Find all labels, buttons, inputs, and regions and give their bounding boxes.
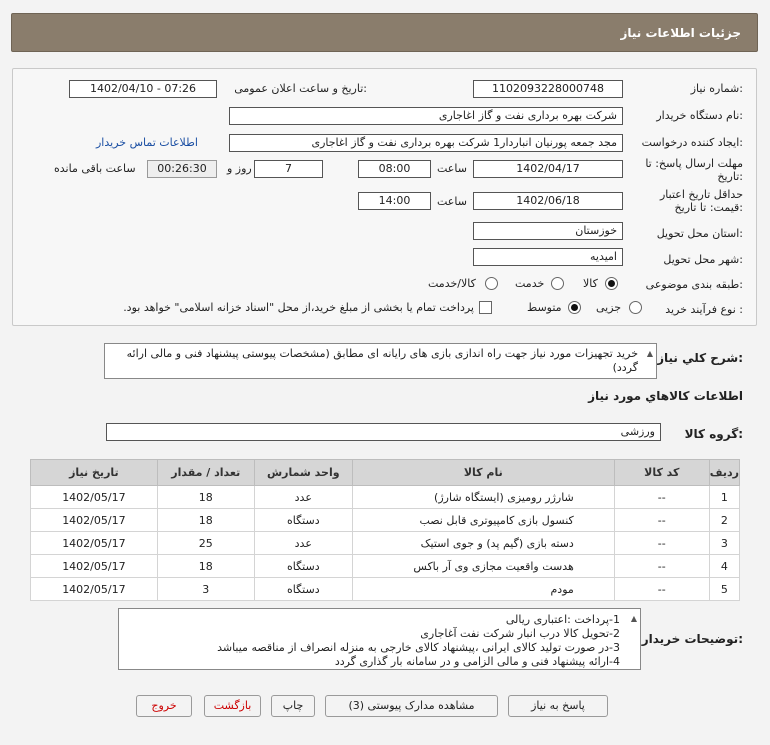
category-radio-goods[interactable] xyxy=(605,277,618,290)
category-option-service: خدمت xyxy=(515,277,545,290)
description-label: شرح کلي نياز: xyxy=(657,351,743,365)
cell-qty: 3 xyxy=(157,578,254,601)
min-price-time-field: 14:00 xyxy=(358,192,431,210)
reply-button[interactable]: پاسخ به نیاز xyxy=(508,695,608,717)
description-box xyxy=(104,343,657,379)
category-option-goods-service: کالا/خدمت xyxy=(428,277,476,290)
description-text: خرید تجهیزات مورد نیاز جهت راه اندازی بازی های رایانه ای مطابق (مشخصات پیوستی پیشنهاد فنی و مالی ارائه گردد) xyxy=(126,347,638,374)
cell-date: 1402/05/17 xyxy=(31,509,158,532)
min-price-date-field: 1402/06/18 xyxy=(473,192,623,210)
process-radio-medium[interactable] xyxy=(568,301,581,314)
table-row xyxy=(31,509,740,532)
min-price-label-date: قیمت: تا تاریخ: xyxy=(674,201,743,214)
cell-unit: عدد xyxy=(254,486,352,509)
cell-code: -- xyxy=(614,555,709,578)
remaining-time-label: ساعت باقی مانده xyxy=(54,162,136,175)
buyer-notes-label: توضیحات خریدار: xyxy=(641,632,743,646)
cell-qty: 25 xyxy=(157,532,254,555)
cell-code: -- xyxy=(614,486,709,509)
deadline-time-label: ساعت xyxy=(437,162,467,175)
deadline-time-field: 08:00 xyxy=(358,160,431,178)
min-price-label: حداقل تاریخ اعتبار xyxy=(659,188,743,201)
cell-unit: دستگاه xyxy=(254,509,352,532)
category-option-goods: کالا xyxy=(583,277,598,290)
process-radio-minor[interactable] xyxy=(629,301,642,314)
cell-unit: دستگاه xyxy=(254,555,352,578)
page-title: جزئیات اطلاعات نیاز xyxy=(620,26,741,40)
back-button[interactable]: بازگشت xyxy=(204,695,261,717)
cell-date: 1402/05/17 xyxy=(31,578,158,601)
cell-idx: 5 xyxy=(709,578,739,601)
cell-unit: عدد xyxy=(254,532,352,555)
process-label: نوع فرآیند خرید : xyxy=(665,303,743,316)
announce-label: تاریخ و ساعت اعلان عمومی: xyxy=(234,82,367,95)
days-label: روز و xyxy=(227,162,252,175)
cell-name: کنسول بازی کامپیوتری قابل نصب xyxy=(352,509,614,532)
page-header xyxy=(11,13,758,52)
cell-code: -- xyxy=(614,578,709,601)
exit-button[interactable]: خروج xyxy=(136,695,192,717)
col-code: کد کالا xyxy=(614,460,709,486)
deadline-label-date: تاریخ: xyxy=(717,170,743,183)
deadline-date-field: 1402/04/17 xyxy=(473,160,623,178)
cell-date: 1402/05/17 xyxy=(31,555,158,578)
buyer-note-line: 1-پرداخت :اعتباری ریالی xyxy=(505,613,620,626)
col-idx: ردیف xyxy=(709,460,739,486)
city-field: امیدیه xyxy=(473,248,623,266)
requester-field: مجد جمعه پورنیان انباردار1 شرکت بهره برداری نفت و گاز اغاجاری xyxy=(229,134,623,152)
buyer-note-line: 2-تحویل کالا درب انبار شرکت نفت آغاجاری xyxy=(420,627,620,640)
table-row xyxy=(31,578,740,601)
table-row xyxy=(31,555,740,578)
process-option-medium: متوسط xyxy=(527,301,562,314)
category-label: طبقه بندی موضوعی: xyxy=(645,278,743,291)
cell-idx: 2 xyxy=(709,509,739,532)
need-number-field: 1102093228000748 xyxy=(473,80,623,98)
province-field: خوزستان xyxy=(473,222,623,240)
treasury-payment-note: پرداخت تمام یا بخشی از مبلغ خرید،از محل "اسناد خزانه اسلامی" خواهد بود. xyxy=(123,301,474,314)
category-radio-service[interactable] xyxy=(551,277,564,290)
buyer-note-line: 4-ارائه پیشنهاد فنی و مالی الزامی و در سامانه بار گذاری گردد xyxy=(334,655,620,668)
cell-idx: 4 xyxy=(709,555,739,578)
buyer-org-field: شرکت بهره برداری نفت و گاز اغاجاری xyxy=(229,107,623,125)
cell-name: شارژر رومیزی (ایستگاه شارژ) xyxy=(352,486,614,509)
days-remaining-field: 7 xyxy=(254,160,323,178)
goods-table-header xyxy=(31,460,740,486)
cell-name: دسته بازی (گیم پد) و جوی استیک xyxy=(352,532,614,555)
city-label: شهر محل تحویل: xyxy=(663,253,743,266)
province-label: استان محل تحویل: xyxy=(656,227,743,240)
buyer-org-label: نام دستگاه خریدار: xyxy=(656,109,743,122)
cell-idx: 1 xyxy=(709,486,739,509)
cell-unit: دستگاه xyxy=(254,578,352,601)
cell-qty: 18 xyxy=(157,509,254,532)
print-button[interactable]: چاپ xyxy=(271,695,315,717)
goods-section-title: اطلاعات کالاهاي مورد نياز xyxy=(588,389,743,403)
remaining-time-field: 00:26:30 xyxy=(147,160,217,178)
cell-name: مودم xyxy=(352,578,614,601)
goods-group-label: گروه کالا: xyxy=(684,427,743,441)
goods-table xyxy=(30,459,740,601)
col-date: تاریخ نیاز xyxy=(31,460,158,486)
cell-code: -- xyxy=(614,509,709,532)
cell-name: هدست واقعیت مجازی وی آر باکس xyxy=(352,555,614,578)
need-number-label: شماره نیاز: xyxy=(690,82,743,95)
cell-qty: 18 xyxy=(157,486,254,509)
category-radio-goods-service[interactable] xyxy=(485,277,498,290)
requester-label: ایجاد کننده درخواست: xyxy=(641,136,743,149)
buyer-contact-link[interactable]: اطلاعات تماس خریدار xyxy=(96,136,198,149)
process-option-minor: جزیی xyxy=(596,301,622,314)
goods-group-field: ورزشی xyxy=(106,423,661,441)
col-name: نام کالا xyxy=(352,460,614,486)
col-unit: واحد شمارش xyxy=(254,460,352,486)
col-qty: تعداد / مقدار xyxy=(157,460,254,486)
table-row xyxy=(31,486,740,509)
deadline-label: مهلت ارسال پاسخ: تا xyxy=(645,157,743,170)
cell-date: 1402/05/17 xyxy=(31,486,158,509)
view-attachments-button[interactable]: مشاهده مدارک پیوستی (3) xyxy=(325,695,498,717)
cell-qty: 18 xyxy=(157,555,254,578)
treasury-payment-checkbox[interactable] xyxy=(479,301,492,314)
min-price-time-label: ساعت xyxy=(437,195,467,208)
scroll-up-icon[interactable]: ▲ xyxy=(646,349,653,358)
buyer-note-line: 3-در صورت تولید کالای ایرانی ،پیشنهاد کالای خارجی به منزله انصراف از مناقصه میباشد xyxy=(217,641,620,654)
cell-date: 1402/05/17 xyxy=(31,532,158,555)
buyer-notes-box xyxy=(118,608,641,670)
cell-code: -- xyxy=(614,532,709,555)
announce-datetime-field: 1402/04/10 - 07:26 xyxy=(69,80,217,98)
table-row xyxy=(31,532,740,555)
cell-idx: 3 xyxy=(709,532,739,555)
scroll-up-icon[interactable]: ▲ xyxy=(630,614,637,623)
